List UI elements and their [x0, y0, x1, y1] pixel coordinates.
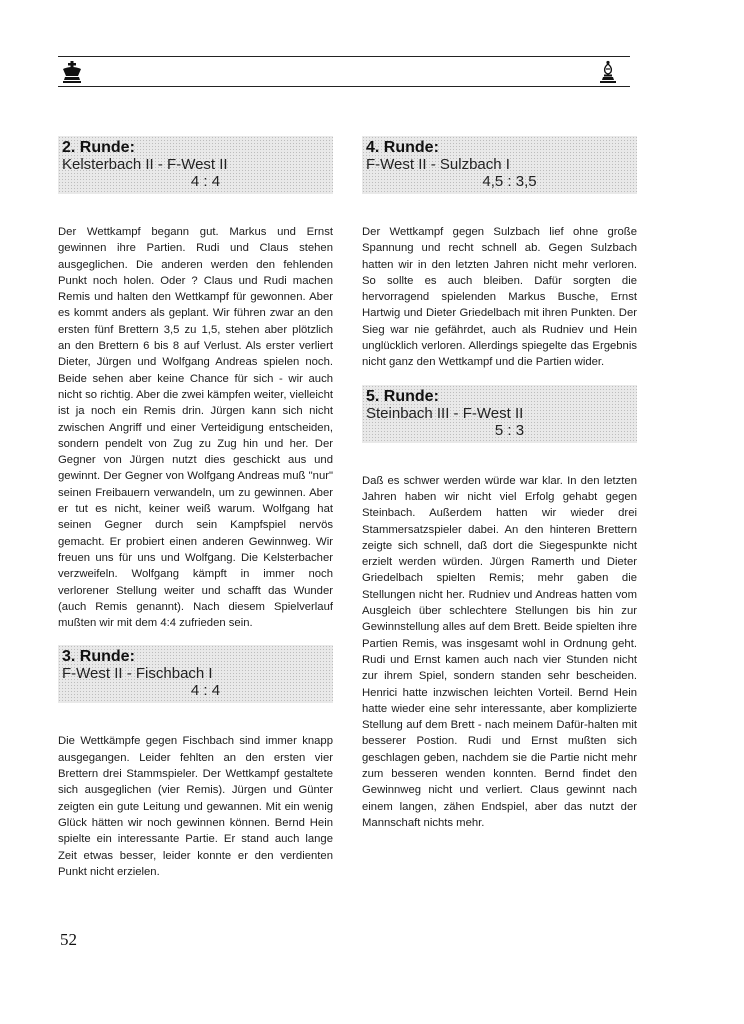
match-score: 5 : 3	[494, 421, 525, 439]
round-report: Der Wettkampf begann gut. Markus und Ernst gewinnen ihre Partien. Rudi und Claus stehen ausgeglichen. Die anderen werden den fehlenden Punkt noch holen. Oder ? Claus und Rudi machen Remis und halten den Wettkampf für gewonnen. Aber es kommt anders als geplant. Wir führen zwar an den ersten fünf Brettern 3,5 zu 1,5, stehen aber plötzlich an den Brettern 6 bis 8 auf Verlust. Als erster verliert Dieter, Jürgen und Wolfgang Andreas spielen noch. Beide sehen aber keine Chance für sich - wir auch nicht so richtig. Aber die zwei kämpfen weiter, vielleicht ist ja noch ein Remis drin. Jürgen kann sich nicht zwischen Angriff und einer Verteidigung entscheiden, sondern pendelt von Zug zu Zug hin und her. Der Gegner von Jürgen nutzt dies geschickt aus und gewinnt. Der Gegner von Wolfgang Andreas muß "nur" seinen Freibauern verwandeln, um zu gewinnen. Aber er tut es nicht, keiner weiß warum. Wolfgang hat seinen Gegner durch sein Kampfspiel nervös gemacht. Er probiert einen anderen Gewinnweg. Wir freuen uns für uns und Wolfgang. Die Kelsterbacher verzweifeln. Wolfgang kämpft in immer noch verlorener Stellung weiter und schafft das Wunder (auch Remis genannt). Nach diesem Spielverlauf mußten wir mit dem 4:4 zufrieden sein.	[58, 226, 333, 630]
round-header	[58, 645, 333, 703]
round-title: 2. Runde:	[62, 139, 135, 156]
round-title: 5. Runde:	[366, 387, 439, 405]
round-title: 4. Runde:	[366, 139, 439, 156]
round-header	[58, 136, 333, 194]
right-column	[362, 136, 637, 845]
match-score: 4 : 4	[190, 682, 221, 700]
match-teams: F-West II - Fischbach I	[62, 665, 213, 683]
round-report: Daß es schwer werden würde war klar. In den letzten Jahren haben wir nicht viel Erfolg gehabt gegen Steinbach. Außerdem hatten wir wieder drei Stammersatzspieler dabei. An den hinteren Brettern zeigte sich schnell, daß dort die Siegespunkte nicht erzielt werden würden. Jürgen Ramerth und Dieter Griedelbach spielten Remis; mehr gaben die Stellungen nicht her. Rudniev und Andreas hatten vom Ausgleich über schlechtere Stellungen bis hin zur Gewinnstellung alles auf dem Brett. Beide spielten ihre Partien Remis, was insgesamt wohl in Ordnung geht. Rudi und Ernst kamen auch nach vier Stunden nicht zur ihrem Spiel, sondern standen sehr bescheiden. Henrici hatte inzwischen leichten Vorteil. Bernd Hein hatte wieder eine sehr interessante, aber komplizierte Stellung auf dem Brett - nach meinem Dafür-halten mit besserer Postion. Rudi und Ernst mußten sich geschlagen geben, nachdem sie die Partie nicht mehr zum besseren wenden konnten. Bernd findet den Gewinnweg nicht und verliert. Claus gewinnt nach einem langen, zähen Endspiel, aber das nutzt der Mannschaft nichts mehr.	[362, 474, 637, 829]
round-report: Der Wettkampf gegen Sulzbach lief ohne große Spannung und recht schnell ab. Gegen Sulzbach hatten wir in den letzten Jahren nicht mehr verloren. So sollte es auch bleiben. Dafür sorgten die hervorragend spielenden Markus Busche, Ernst Hartwig und Dieter Griedelbach mit ihren Punkten. Der Sieg war nie gefährdet, auch als Rudniev und Hein unglücklich verloren. Allerdings spiegelte das Ergebnis nicht ganz den Wettkampf und die Partien wider.	[362, 226, 637, 369]
match-teams: Steinbach III - F-West II	[366, 404, 524, 422]
match-score: 4 : 4	[190, 173, 221, 190]
match-teams: Kelsterbach II - F-West II	[62, 156, 228, 173]
left-column	[58, 136, 333, 894]
round-title: 3. Runde:	[62, 648, 135, 666]
header-rule-top	[58, 56, 630, 57]
header-rule-bottom	[58, 86, 630, 87]
chess-bishop-icon	[596, 60, 620, 84]
round-header	[362, 385, 637, 443]
page-number: 52	[60, 930, 77, 949]
round-header	[362, 136, 637, 194]
round-report: Die Wettkämpfe gegen Fischbach sind immer knapp ausgegangen. Leider fehlten an den ersten vier Brettern drei Stammspieler. Der Wettkampf gestaltete sich ausgeglichen (vier Remis). Jürgen und Günter zeigten ein gute Leitung und gewannen. Mit ein wenig Glück hätten wir noch gewinnen können. Bernd Hein spielte ein interessante Partie. Er stand auch lange Zeit etwas besser, leider konnte er den verdienten Punkt nicht erzielen.	[58, 735, 333, 878]
chess-king-icon	[60, 60, 84, 84]
match-score: 4,5 : 3,5	[482, 173, 537, 190]
match-teams: F-West II - Sulzbach I	[366, 156, 510, 173]
